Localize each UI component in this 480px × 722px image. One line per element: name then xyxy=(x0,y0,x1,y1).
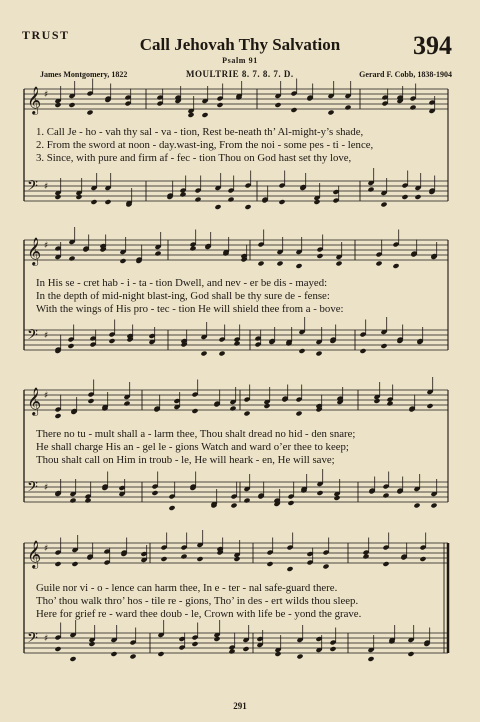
note-head xyxy=(88,641,95,647)
note-head xyxy=(407,651,414,657)
note-head xyxy=(154,251,161,257)
lyric-line: Here for grief re - ward thee doub - le, Crown with life be - yond the grave. xyxy=(36,608,362,620)
note-head xyxy=(333,495,340,501)
note-head xyxy=(242,646,249,652)
note-head xyxy=(54,646,61,652)
lyric-line: There no tu - mult shall a - larm thee, Thou shalt dread no hid - den snare; xyxy=(36,428,356,440)
treble-clef-icon: 𝄞 xyxy=(27,237,42,265)
note-head xyxy=(278,199,285,205)
bass-clef-icon: 𝄢 xyxy=(27,479,38,499)
sharp-icon: ♯ xyxy=(44,241,49,251)
note-head xyxy=(313,199,320,205)
bass-clef-icon: 𝄢 xyxy=(27,630,38,650)
hymn-number: 394 xyxy=(413,31,452,60)
sharp-icon: ♯ xyxy=(44,544,49,554)
note-head xyxy=(157,651,164,657)
note-head xyxy=(187,112,194,118)
note-head xyxy=(322,564,329,570)
note-head xyxy=(344,105,351,111)
note-head xyxy=(75,194,82,200)
note-head xyxy=(84,498,91,504)
note-head xyxy=(213,636,220,642)
note-head xyxy=(191,641,198,647)
note-head xyxy=(290,107,297,113)
lyric-line: Tho’ thou walk thro’ hos - tile re - gions, Tho’ in des - ert wilds thou sleep. xyxy=(36,595,359,607)
note-head xyxy=(296,654,303,660)
note-head xyxy=(329,646,336,652)
note-head xyxy=(233,556,240,562)
note-head xyxy=(243,411,250,417)
note-head xyxy=(401,194,408,200)
lyric-line: With the wings of His pro - tec - tion He will shield thee from a - bove: xyxy=(36,303,344,315)
note-head xyxy=(218,351,225,357)
note-head xyxy=(409,105,416,111)
sharp-icon: ♯ xyxy=(44,391,49,401)
note-head xyxy=(54,194,61,200)
sharp-icon: ♯ xyxy=(44,634,49,644)
bass-clef-icon: 𝄢 xyxy=(27,327,38,347)
note-head xyxy=(382,493,389,499)
note-head xyxy=(151,490,158,496)
sharp-icon: ♯ xyxy=(44,90,49,100)
note-head xyxy=(189,246,196,252)
note-head xyxy=(274,102,281,108)
note-head xyxy=(194,197,201,203)
note-head xyxy=(54,102,61,108)
lyric-line: 3. Since, with pure and firm af - fec - tion Thou on God hast set thy love, xyxy=(36,152,352,164)
sharp-icon: ♯ xyxy=(44,182,49,192)
note-head xyxy=(243,498,250,504)
treble-clef-icon: 𝄞 xyxy=(27,540,42,568)
note-head xyxy=(86,110,93,116)
note-head xyxy=(380,343,387,349)
note-head xyxy=(373,398,380,404)
note-head xyxy=(230,503,237,509)
note-head xyxy=(276,261,283,267)
note-head xyxy=(191,408,198,414)
note-head xyxy=(216,102,223,108)
note-head xyxy=(129,654,136,660)
note-head xyxy=(414,194,421,200)
note-head xyxy=(367,187,374,193)
note-head xyxy=(67,343,74,349)
note-head xyxy=(263,403,270,409)
note-head xyxy=(200,351,207,357)
author-credit: James Montgomery, 1822 xyxy=(40,70,128,79)
sharp-icon: ♯ xyxy=(44,483,49,493)
note-head xyxy=(266,561,273,567)
note-head xyxy=(430,503,437,509)
note-head xyxy=(386,401,393,407)
composer-credit: Gerard F. Cobb, 1838-1904 xyxy=(359,70,452,79)
lyric-line: In the depth of mid-night blast-ing, God shall be thy sure de - fense: xyxy=(36,290,330,302)
note-head xyxy=(419,556,426,562)
note-head xyxy=(201,112,208,118)
note-head xyxy=(257,261,264,267)
note-head xyxy=(286,566,293,572)
note-head xyxy=(123,401,130,407)
hymn-title: Call Jehovah Thy Salvation xyxy=(139,35,341,54)
lyric-line: In His se - cret hab - i - ta - tion Dwell, and nev - er be dis - mayed: xyxy=(36,277,328,289)
note-head xyxy=(244,204,251,210)
lyric-line: Thou shalt call on Him in troub - le, He will heark - en, He will save; xyxy=(36,454,335,466)
lyric-line: 1. Call Je - ho - vah thy sal - va - tion, Rest be-neath th’ Al-might-y’s shade, xyxy=(36,126,364,138)
note-head xyxy=(90,199,97,205)
topic-heading: TRUST xyxy=(22,28,70,42)
note-head xyxy=(180,554,187,560)
note-head xyxy=(87,398,94,404)
note-head xyxy=(392,263,399,269)
note-head xyxy=(104,199,111,205)
note-head xyxy=(214,204,221,210)
note-head xyxy=(69,656,76,662)
sharp-icon: ♯ xyxy=(44,331,49,341)
note-head xyxy=(68,102,75,108)
note-head xyxy=(168,505,175,511)
treble-clef-icon: 𝄞 xyxy=(27,86,42,114)
note-head xyxy=(327,110,334,116)
note-head xyxy=(229,406,236,412)
note-head xyxy=(413,503,420,509)
note-head xyxy=(228,649,235,655)
lyric-line: He shall charge His an - gel le - gions Watch and ward o’er thee to keep; xyxy=(36,441,349,453)
note-head xyxy=(274,651,281,657)
note-head xyxy=(375,261,382,267)
note-head xyxy=(426,403,433,409)
bass-clef-icon: 𝄢 xyxy=(27,178,38,198)
note-head xyxy=(69,498,76,504)
note-head xyxy=(160,556,167,562)
tune-name: MOULTRIE 8. 7. 8. 7. D. xyxy=(186,69,294,79)
note-head xyxy=(71,561,78,567)
note-head xyxy=(54,561,61,567)
note-head xyxy=(179,192,186,198)
note-head xyxy=(362,554,369,560)
note-head xyxy=(68,256,75,262)
note-head xyxy=(298,348,305,354)
note-head xyxy=(367,656,374,662)
note-head xyxy=(108,338,115,344)
note-head xyxy=(295,263,302,269)
note-head xyxy=(110,651,117,657)
note-head xyxy=(54,413,61,419)
note-head xyxy=(233,341,240,347)
note-head xyxy=(119,258,126,264)
page-number: 291 xyxy=(233,701,247,711)
note-head xyxy=(295,411,302,417)
note-head xyxy=(227,197,234,203)
note-head xyxy=(196,556,203,562)
note-head xyxy=(316,253,323,259)
note-head xyxy=(359,348,366,354)
note-head xyxy=(315,351,322,357)
note-head xyxy=(287,500,294,506)
note-head xyxy=(380,202,387,208)
note-head xyxy=(335,261,342,267)
lyric-line: 2. From the sword at noon - day.wast-ing, From the noi - some pes - ti - lence, xyxy=(36,139,374,151)
psalm-reference: Psalm 91 xyxy=(222,56,258,65)
lyric-line: Guile nor vi - o - lence can harm thee, In e - ter - nal safe-guard there. xyxy=(36,582,338,594)
note-head xyxy=(316,490,323,496)
note-head xyxy=(382,561,389,567)
treble-clef-icon: 𝄞 xyxy=(27,387,42,415)
